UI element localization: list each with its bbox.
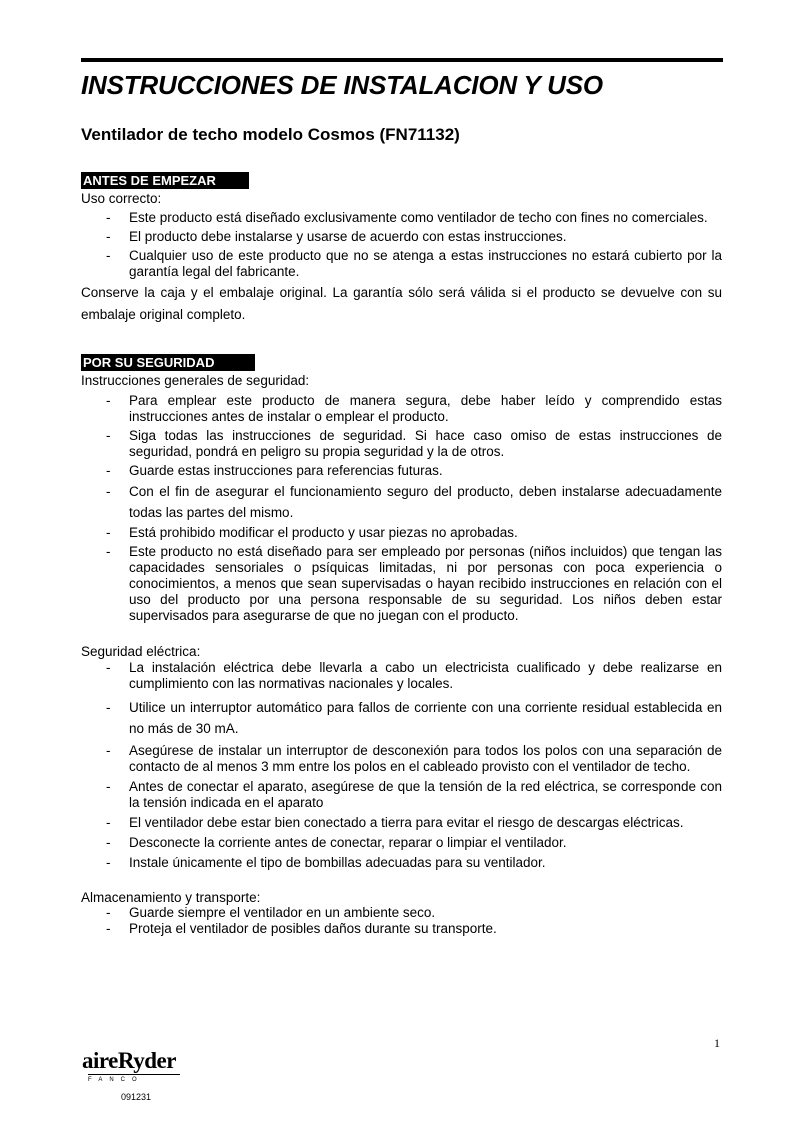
general-safety-list (81, 393, 722, 624)
list-item-text: Guarde estas instrucciones para referencias futuras. (129, 463, 443, 478)
dash-marker: - (106, 905, 111, 920)
list-item (81, 905, 722, 920)
page-number: 1 (714, 1036, 720, 1050)
list-item (81, 921, 722, 936)
list-item (81, 229, 722, 245)
dash-marker: - (106, 229, 111, 244)
dash-marker: - (106, 779, 111, 794)
dash-marker: - (106, 393, 111, 408)
list-item (81, 463, 722, 479)
dash-marker: - (106, 855, 111, 870)
electrical-safety-label: Seguridad eléctrica: (81, 644, 201, 659)
document-subtitle: Ventilador de techo modelo Cosmos (FN71132) (81, 125, 460, 144)
dash-marker: - (106, 700, 111, 715)
list-item (81, 835, 722, 851)
list-item (81, 815, 722, 831)
list-item (81, 779, 722, 811)
list-item (81, 525, 722, 541)
uso-correcto-list (81, 207, 722, 280)
dash-marker: - (106, 525, 111, 540)
spacer (81, 625, 722, 643)
list-item-text: Con el fin de asegurar el funcionamiento seguro del producto, deben instalarse adecuadamente todas las partes del mismo. (129, 484, 722, 520)
list-item-text: El ventilador debe estar bien conectado a tierra para evitar el riesgo de descargas eléctricas. (129, 815, 684, 830)
section-heading-text: ANTES DE EMPEZAR (83, 173, 216, 188)
dash-marker: - (106, 210, 111, 225)
document-code: 091231 (121, 1092, 152, 1102)
list-item-text: Proteja el ventilador de posibles daños durante su transporte. (129, 921, 497, 936)
list-item (81, 393, 722, 425)
list-item-text: Antes de conectar el aparato, asegúrese de que la tensión de la red eléctrica, se corresponde con la tensión indicada en el aparato (129, 779, 722, 810)
list-item (81, 544, 722, 624)
list-item-text: Este producto está diseñado exclusivamente como ventilador de techo con fines no comerciales. (129, 210, 708, 225)
list-item (81, 428, 722, 460)
list-item (81, 248, 722, 280)
list-item (81, 855, 722, 871)
dash-marker: - (106, 835, 111, 850)
section-heading-antes (81, 172, 249, 189)
embalaje-note: Conserve la caja y el embalaje original. La garantía sólo será válida si el producto se devuelve con su embalaje original completo. (81, 285, 722, 322)
document-page (81, 58, 722, 937)
dash-marker: - (106, 743, 111, 758)
list-item-text: Está prohibido modificar el producto y usar piezas no aprobadas. (129, 525, 518, 540)
list-item-text: Guarde siempre el ventilador en un ambiente seco. (129, 905, 436, 920)
storage-label: Almacenamiento y transporte: (81, 890, 261, 905)
list-item-text: Siga todas las instrucciones de seguridad. Si hace caso omiso de estas instrucciones de seguridad, pondrá en peligro su propia seguridad y la de otros. (129, 428, 722, 459)
list-item (81, 743, 722, 775)
list-item (81, 660, 722, 692)
logo-tagline: FANCO (88, 1074, 180, 1084)
dash-marker: - (106, 921, 111, 936)
dash-marker: - (106, 815, 111, 830)
uso-correcto-label: Uso correcto: (81, 191, 162, 206)
dash-marker: - (106, 428, 111, 443)
logo-brand-text: aireRyder (82, 1048, 176, 1073)
list-item-text: Este producto no está diseñado para ser empleado por personas (niños incluidos) que tengan las capacidades sensoriales o psíquicas limitadas, ni por personas con poca experiencia o conocimientos, a menos que sean supervisadas o hayan recibido instrucciones en relación con el uso del producto por una persona responsable de su seguridad. Los niños deben estar supervisados para asegurarse de que no juegan con el producto. (129, 544, 722, 623)
electrical-safety-list (81, 660, 722, 871)
list-item-text: El producto debe instalarse y usarse de acuerdo con estas instrucciones. (129, 229, 567, 244)
dash-marker: - (106, 544, 111, 559)
brand-logo (82, 1048, 202, 1088)
section-heading-text: POR SU SEGURIDAD (83, 355, 215, 370)
list-item (81, 481, 722, 523)
document-title: INSTRUCCIONES DE INSTALACION Y USO (81, 70, 603, 100)
dash-marker: - (106, 463, 111, 478)
list-item (81, 207, 722, 228)
list-item-text: La instalación eléctrica debe llevarla a cabo un electricista cualificado y debe realizarse en cumplimiento con las normativas nacionales y locales. (129, 660, 722, 691)
dash-marker: - (106, 484, 111, 499)
list-item-text: Instale únicamente el tipo de bombillas adecuadas para su ventilador. (129, 855, 546, 870)
spacer (81, 872, 722, 890)
list-item (81, 697, 722, 739)
list-item-text: Utilice un interruptor automático para fallos de corriente con una corriente residual establecida en no más de 30 mA. (129, 700, 722, 736)
list-item-text: Asegúrese de instalar un interruptor de desconexión para todos los polos con una separación de contacto de al menos 3 mm entre los polos en el cableado provisto con el ventilador de techo. (129, 743, 722, 774)
general-safety-label: Instrucciones generales de seguridad: (81, 373, 310, 388)
list-item-text: Desconecte la corriente antes de conectar, reparar o limpiar el ventilador. (129, 835, 567, 850)
list-item-text: Para emplear este producto de manera segura, debe haber leído y comprendido estas instrucciones antes de instalar o emplear el producto. (129, 393, 722, 424)
section-heading-seguridad (81, 354, 255, 371)
dash-marker: - (106, 248, 111, 263)
top-rule (81, 58, 723, 62)
list-item-text: Cualquier uso de este producto que no se atenga a estas instrucciones no estará cubierto por la garantía legal del fabricante. (129, 248, 722, 279)
dash-marker: - (106, 660, 111, 675)
storage-list (81, 905, 722, 936)
